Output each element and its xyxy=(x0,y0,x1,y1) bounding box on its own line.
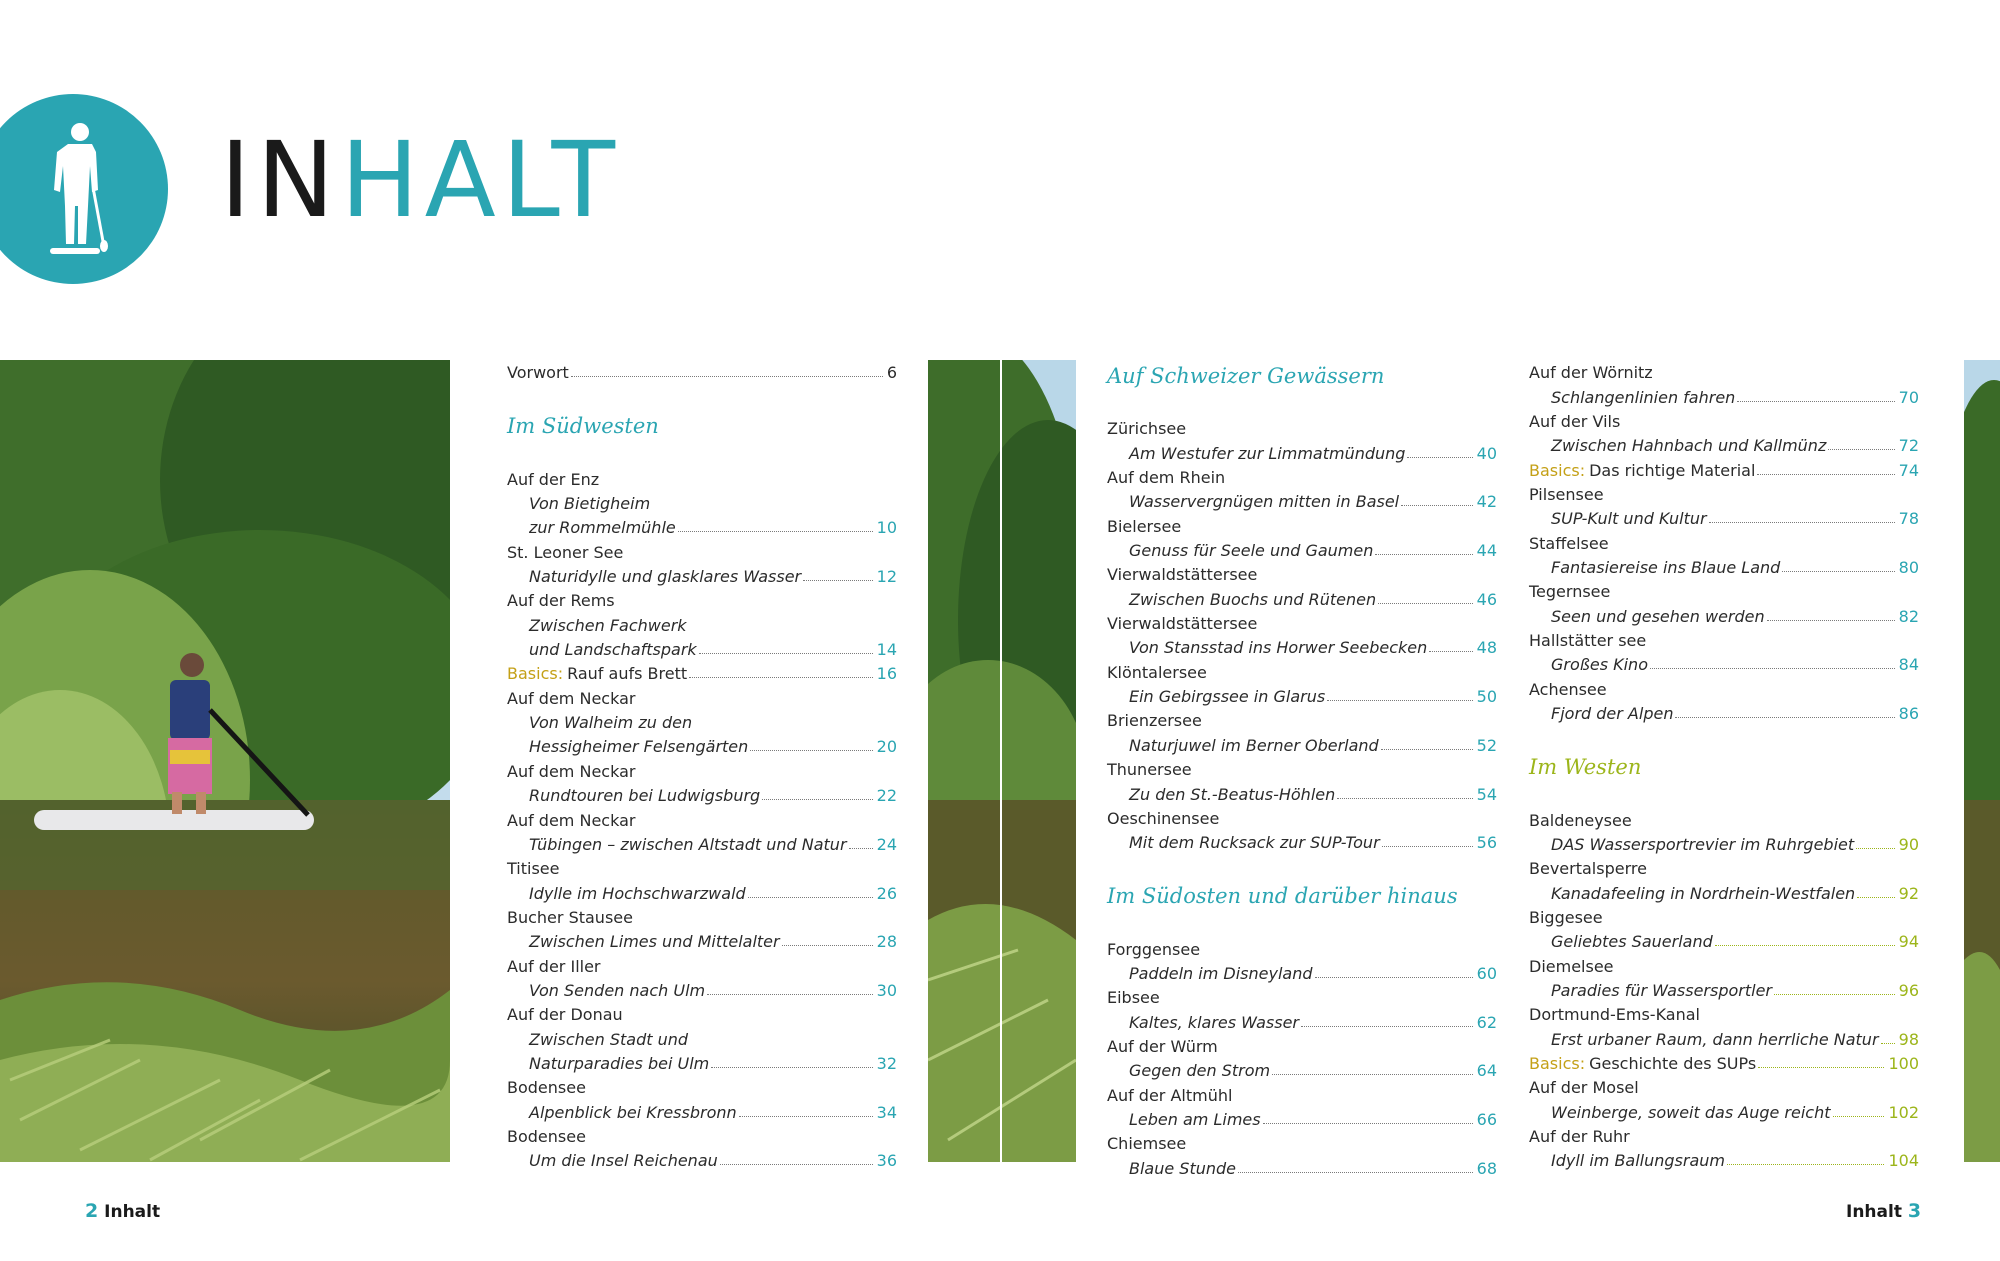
toc-chapter-title: Zwischen Stadt und xyxy=(529,1029,689,1049)
toc-entry[interactable] xyxy=(507,756,897,780)
toc-chapter-title: Idyll im Ballungsraum xyxy=(1551,1151,1725,1171)
basics-tag: Basics: xyxy=(1529,460,1586,480)
toc-chapter-title: Rundtouren bei Ludwigsburg xyxy=(529,786,761,806)
toc-chapter-title: Mit dem Rucksack zur SUP-Tour xyxy=(1129,833,1380,853)
page-number: 100 xyxy=(1888,1053,1919,1073)
toc-entry[interactable] xyxy=(507,358,897,382)
toc-entry[interactable] xyxy=(1107,934,1497,958)
toc-location: Bevertalsperre xyxy=(1529,859,1647,879)
dot-leader xyxy=(1382,846,1473,847)
toc-entry[interactable] xyxy=(1529,976,1919,1000)
dot-leader xyxy=(748,897,873,898)
toc-location: Dortmund-Ems-Kanal xyxy=(1529,1005,1700,1025)
dot-leader xyxy=(678,531,873,532)
toc-location: Tegernsee xyxy=(1529,582,1611,602)
toc-entry[interactable] xyxy=(507,1024,897,1048)
toc-entry[interactable] xyxy=(507,659,897,683)
toc-chapter-title xyxy=(1529,1054,1756,1073)
toc-entry[interactable] xyxy=(1529,504,1919,528)
toc-location: Auf der Iller xyxy=(507,956,601,976)
dot-leader xyxy=(782,945,873,946)
toc-location: Chiemsee xyxy=(1107,1134,1187,1154)
toc-entry[interactable] xyxy=(1529,699,1919,723)
toc-entry[interactable] xyxy=(1529,577,1919,601)
dot-leader xyxy=(1429,651,1472,652)
toc-column-1 xyxy=(507,358,897,1170)
toc-location: Auf dem Neckar xyxy=(507,688,636,708)
toc-section-heading: Im Südwesten xyxy=(507,414,659,439)
toc-entry[interactable] xyxy=(1107,487,1497,511)
toc-entry[interactable] xyxy=(507,1097,897,1121)
toc-chapter-title: Weinberge, soweit das Auge reicht xyxy=(1551,1102,1831,1122)
toc-location: Titisee xyxy=(507,859,560,879)
page-number: 20 xyxy=(876,737,897,757)
toc-location: Bodensee xyxy=(507,1078,586,1098)
toc-entry[interactable] xyxy=(1107,755,1497,779)
basics-title: Geschichte des SUPs xyxy=(1589,1053,1757,1073)
toc-column-3 xyxy=(1529,358,1919,1170)
toc-chapter-title xyxy=(1529,461,1755,480)
dot-leader xyxy=(1715,945,1895,946)
toc-location: Oeschinensee xyxy=(1107,808,1220,828)
toc-chapter-title: Großes Kino xyxy=(1551,655,1648,675)
page-number: 16 xyxy=(876,664,897,684)
toc-location: Diemelsee xyxy=(1529,956,1614,976)
toc-chapter-title xyxy=(507,664,687,683)
page-number: 66 xyxy=(1476,1109,1497,1129)
dot-leader xyxy=(1757,474,1894,475)
dot-leader xyxy=(1856,848,1895,849)
page-number: 14 xyxy=(876,640,897,660)
toc-entry[interactable] xyxy=(1529,878,1919,902)
page-number: 32 xyxy=(876,1053,897,1073)
dot-leader xyxy=(1828,449,1894,450)
dot-leader xyxy=(1767,620,1895,621)
toc-chapter-title: und Landschaftspark xyxy=(529,640,697,660)
toc-chapter-title: Genuss für Seele und Gaumen xyxy=(1129,541,1374,561)
toc-entry[interactable] xyxy=(507,708,897,732)
toc-entry[interactable] xyxy=(507,951,897,975)
page-number: 96 xyxy=(1898,980,1919,1000)
toc-chapter-title: Hessigheimer Felsengärten xyxy=(529,737,749,757)
toc-location: Baldeneysee xyxy=(1529,810,1632,830)
toc-entry[interactable] xyxy=(1529,528,1919,552)
dot-leader xyxy=(711,1067,872,1068)
toc-entry[interactable] xyxy=(1529,1024,1919,1048)
toc-chapter-title: Seen und gesehen werden xyxy=(1551,606,1765,626)
toc-spacer xyxy=(1529,723,1919,749)
toc-entry[interactable] xyxy=(1529,358,1919,382)
toc-location: Thunersee xyxy=(1107,760,1192,780)
toc-chapter-title: Blaue Stunde xyxy=(1129,1158,1237,1178)
toc-location: Vierwaldstättersee xyxy=(1107,565,1258,585)
toc-location: Bucher Stausee xyxy=(507,907,633,927)
page-number: 30 xyxy=(876,980,897,1000)
toc-entry[interactable] xyxy=(507,683,897,707)
dot-leader xyxy=(1675,717,1894,718)
dot-leader xyxy=(1375,554,1472,555)
footer-left xyxy=(85,1200,160,1222)
title-part-teal: HALT xyxy=(340,119,621,241)
page-number: 50 xyxy=(1476,687,1497,707)
toc-entry[interactable] xyxy=(1529,601,1919,625)
toc-entry[interactable] xyxy=(507,1122,897,1146)
page-number: 74 xyxy=(1898,460,1919,480)
paddler-icon xyxy=(0,94,168,284)
dot-leader xyxy=(1881,1043,1895,1044)
toc-entry[interactable] xyxy=(1529,407,1919,431)
toc-entry[interactable] xyxy=(1107,584,1497,608)
toc-entry[interactable] xyxy=(1107,959,1497,983)
sup-logo xyxy=(0,94,168,284)
toc-entry[interactable] xyxy=(1529,674,1919,698)
page-number: 78 xyxy=(1898,509,1919,529)
toc-location: Zürichsee xyxy=(1107,419,1187,439)
toc-chapter-title: Schlangenlinien fahren xyxy=(1551,387,1736,407)
toc-chapter-title: Paradies für Wassersportler xyxy=(1551,980,1772,1000)
toc-entry[interactable] xyxy=(1529,382,1919,406)
toc-location: Auf der Enz xyxy=(507,469,600,489)
page-number: 48 xyxy=(1476,638,1497,658)
toc-entry[interactable] xyxy=(1529,854,1919,878)
toc-location: Bielersee xyxy=(1107,516,1182,536)
dot-leader xyxy=(1782,571,1894,572)
dot-leader xyxy=(739,1116,873,1117)
footer-right xyxy=(1846,1200,1921,1222)
toc-chapter-title: Zwischen Buochs und Rütenen xyxy=(1129,589,1377,609)
title-part-dark: IN xyxy=(220,119,341,241)
toc-entry[interactable] xyxy=(1107,804,1497,828)
dot-leader xyxy=(750,750,872,751)
page-number: 84 xyxy=(1898,655,1919,675)
page-number: 68 xyxy=(1476,1158,1497,1178)
toc-entry[interactable] xyxy=(1529,1146,1919,1170)
toc-entry[interactable] xyxy=(1529,455,1919,479)
page-number: 62 xyxy=(1476,1012,1497,1032)
toc-location: Bodensee xyxy=(507,1126,586,1146)
page-number: 98 xyxy=(1898,1029,1919,1049)
toc-section-heading: Auf Schweizer Gewässern xyxy=(1107,364,1385,388)
toc-entry[interactable] xyxy=(1107,1105,1497,1129)
toc-entry[interactable] xyxy=(1107,1056,1497,1080)
toc-location: Auf dem Neckar xyxy=(507,761,636,781)
dot-leader xyxy=(762,799,872,800)
dot-leader xyxy=(803,580,873,581)
toc-location: Staffelsee xyxy=(1529,533,1609,553)
dot-leader xyxy=(1337,798,1472,799)
toc-entry[interactable] xyxy=(1529,1073,1919,1097)
toc-entry[interactable] xyxy=(1107,1153,1497,1177)
page-number: 6 xyxy=(886,363,897,383)
toc-spacer xyxy=(1107,908,1497,934)
toc-entry[interactable] xyxy=(1107,414,1497,438)
toc-chapter-title: Zwischen Hahnbach und Kallmünz xyxy=(1551,436,1827,456)
toc-location: Auf dem Rhein xyxy=(1107,468,1226,488)
page-number: 86 xyxy=(1898,704,1919,724)
toc-entry[interactable] xyxy=(507,781,897,805)
toc-entry[interactable] xyxy=(507,1049,897,1073)
toc-spacer xyxy=(507,438,897,464)
page-number: 104 xyxy=(1888,1151,1919,1171)
toc-location: Brienzersee xyxy=(1107,711,1202,731)
toc-chapter-title: Alpenblick bei Kressbronn xyxy=(529,1102,737,1122)
toc-entry[interactable] xyxy=(1529,650,1919,674)
toc-entry[interactable] xyxy=(1107,983,1497,1007)
toc-entry[interactable] xyxy=(1529,431,1919,455)
page-number: 46 xyxy=(1476,589,1497,609)
footer-label-right: Inhalt xyxy=(1846,1202,1902,1222)
toc-entry[interactable] xyxy=(1529,903,1919,927)
dot-leader xyxy=(1378,603,1473,604)
toc-chapter-title: Fjord der Alpen xyxy=(1551,704,1674,724)
toc-location: Auf der Ruhr xyxy=(1529,1126,1630,1146)
photo-river-reeds xyxy=(928,360,1076,1162)
toc-entry[interactable] xyxy=(1107,1080,1497,1104)
toc-entry[interactable] xyxy=(1529,1122,1919,1146)
toc-chapter-title: Naturidylle und glasklares Wasser xyxy=(529,567,802,587)
toc-section-heading: Im Westen xyxy=(1529,755,1642,780)
page-number-left: 2 xyxy=(85,1200,99,1222)
toc-entry[interactable] xyxy=(1107,828,1497,852)
toc-chapter-title: Paddeln im Disneyland xyxy=(1129,963,1313,983)
page-number-right: 3 xyxy=(1907,1200,1922,1222)
toc-chapter-title: zur Rommelmühle xyxy=(529,518,676,538)
toc-chapter-title: Zwischen Fachwerk xyxy=(529,615,687,635)
dot-leader xyxy=(1327,700,1472,701)
toc-entry[interactable] xyxy=(507,537,897,561)
basics-tag: Basics: xyxy=(507,664,564,684)
toc-chapter-title: Kaltes, klares Wasser xyxy=(1129,1012,1299,1032)
photo-paddler-on-river xyxy=(0,360,450,1162)
page-number: 10 xyxy=(876,518,897,538)
toc-chapter-title: Von Stansstad ins Horwer Seebecken xyxy=(1129,638,1428,658)
dot-leader xyxy=(1774,994,1895,995)
toc-chapter-title: Um die Insel Reichenau xyxy=(529,1151,718,1171)
toc-entry[interactable] xyxy=(507,976,897,1000)
toc-entry[interactable] xyxy=(1529,927,1919,951)
dot-leader xyxy=(1709,522,1895,523)
toc-entry[interactable] xyxy=(507,464,897,488)
footer-label-left: Inhalt xyxy=(104,1202,161,1222)
toc-chapter-title: Zu den St.-Beatus-Höhlen xyxy=(1129,784,1336,804)
toc-location: Hallstätter see xyxy=(1529,631,1647,651)
toc-location: St. Leoner See xyxy=(507,542,624,562)
toc-entry[interactable] xyxy=(1107,779,1497,803)
page-number: 92 xyxy=(1898,883,1919,903)
toc-location: Auf der Rems xyxy=(507,591,615,611)
toc-entry[interactable] xyxy=(1107,730,1497,754)
toc-location: Pilsensee xyxy=(1529,485,1604,505)
toc-entry[interactable] xyxy=(1107,633,1497,657)
toc-location: Auf der Würm xyxy=(1107,1036,1218,1056)
toc-chapter-title: Wasservergnügen mitten in Basel xyxy=(1129,492,1400,512)
page-number: 24 xyxy=(876,834,897,854)
toc-chapter-title: Fantasiereise ins Blaue Land xyxy=(1551,558,1781,578)
dot-leader xyxy=(699,653,873,654)
toc-entry[interactable] xyxy=(1107,438,1497,462)
toc-location: Auf der Vils xyxy=(1529,412,1621,432)
toc-entry[interactable] xyxy=(1529,553,1919,577)
page-number: 34 xyxy=(876,1102,897,1122)
page-number: 64 xyxy=(1476,1061,1497,1081)
toc-entry[interactable] xyxy=(1107,609,1497,633)
dot-leader xyxy=(1857,897,1894,898)
toc-chapter-title: Idylle im Hochschwarzwald xyxy=(529,883,746,903)
toc-location: Forggensee xyxy=(1107,939,1201,959)
toc-entry[interactable] xyxy=(507,1073,897,1097)
page-number: 102 xyxy=(1888,1102,1919,1122)
page-number: 28 xyxy=(876,932,897,952)
toc-entry[interactable] xyxy=(1107,536,1497,560)
page-number: 72 xyxy=(1898,436,1919,456)
toc-chapter-title: Geliebtes Sauerland xyxy=(1551,932,1713,952)
toc-entry[interactable] xyxy=(1107,1007,1497,1031)
toc-chapter-title: DAS Wassersportrevier im Ruhrgebiet xyxy=(1551,834,1855,854)
toc-entry[interactable] xyxy=(507,732,897,756)
toc-column-2 xyxy=(1107,358,1497,1178)
toc-entry[interactable] xyxy=(1529,951,1919,975)
dot-leader xyxy=(1272,1074,1473,1075)
toc-entry[interactable] xyxy=(507,927,897,951)
dot-leader xyxy=(1381,749,1473,750)
toc-entry[interactable] xyxy=(1107,511,1497,535)
dot-leader xyxy=(1315,977,1473,978)
toc-chapter-title: Naturparadies bei Ulm xyxy=(529,1053,710,1073)
toc-chapter-title: Naturjuwel im Berner Oberland xyxy=(1129,735,1379,755)
page-number: 40 xyxy=(1476,443,1497,463)
toc-entry[interactable] xyxy=(1107,560,1497,584)
page-number: 26 xyxy=(876,883,897,903)
toc-location: Achensee xyxy=(1529,679,1607,699)
toc-entry[interactable] xyxy=(507,1000,897,1024)
toc-chapter-title: Am Westufer zur Limmatmündung xyxy=(1129,443,1406,463)
page-number: 54 xyxy=(1476,784,1497,804)
dot-leader xyxy=(689,677,873,678)
toc-chapter-title: Tübingen – zwischen Altstadt und Natur xyxy=(529,834,847,854)
toc-chapter-title: Von Bietigheim xyxy=(529,494,651,514)
page-number: 56 xyxy=(1476,833,1497,853)
toc-location: Auf der Donau xyxy=(507,1005,623,1025)
page-number: 22 xyxy=(876,786,897,806)
page-number: 82 xyxy=(1898,606,1919,626)
toc-entry[interactable] xyxy=(1107,706,1497,730)
toc-chapter-title: Gegen den Strom xyxy=(1129,1061,1271,1081)
page-number: 44 xyxy=(1476,541,1497,561)
photo-river-edge xyxy=(1964,360,2000,1162)
dot-leader xyxy=(720,1164,873,1165)
dot-leader xyxy=(1727,1164,1884,1165)
dot-leader xyxy=(1301,1026,1473,1027)
toc-entry[interactable] xyxy=(507,562,897,586)
toc-entry[interactable] xyxy=(507,805,897,829)
toc-spacer xyxy=(1529,779,1919,805)
dot-leader xyxy=(1407,457,1472,458)
toc-entry[interactable] xyxy=(1529,805,1919,829)
dot-leader xyxy=(707,994,873,995)
dot-leader xyxy=(1401,505,1473,506)
toc-location: Biggesee xyxy=(1529,907,1603,927)
page-number: 70 xyxy=(1898,387,1919,407)
dot-leader xyxy=(571,376,883,377)
toc-entry[interactable] xyxy=(1107,1032,1497,1056)
toc-entry[interactable] xyxy=(507,610,897,634)
dot-leader xyxy=(1833,1116,1885,1117)
toc-entry[interactable] xyxy=(507,513,897,537)
toc-spacer xyxy=(1107,852,1497,878)
toc-chapter-title: Zwischen Limes und Mittelalter xyxy=(529,932,780,952)
basics-tag: Basics: xyxy=(1529,1053,1586,1073)
toc-chapter-title: Leben am Limes xyxy=(1129,1109,1261,1129)
toc-spacer xyxy=(507,382,897,408)
toc-location: Auf der Mosel xyxy=(1529,1078,1639,1098)
toc-entry[interactable] xyxy=(1107,463,1497,487)
toc-entry[interactable] xyxy=(1529,1097,1919,1121)
toc-location: Auf der Wörnitz xyxy=(1529,363,1653,383)
toc-entry[interactable] xyxy=(1107,657,1497,681)
toc-entry[interactable] xyxy=(1529,1049,1919,1073)
toc-entry[interactable] xyxy=(1529,480,1919,504)
toc-chapter-title: Kanadafeeling in Nordrhein-Westfalen xyxy=(1551,883,1856,903)
toc-entry[interactable] xyxy=(1529,626,1919,650)
toc-entry[interactable] xyxy=(1529,1000,1919,1024)
toc-chapter-title: Von Walheim zu den xyxy=(529,713,693,733)
dot-leader xyxy=(1650,668,1895,669)
toc-entry[interactable] xyxy=(1107,1129,1497,1153)
toc-entry[interactable] xyxy=(507,635,897,659)
toc-entry[interactable] xyxy=(507,489,897,513)
basics-title: Rauf aufs Brett xyxy=(567,664,688,684)
dot-leader xyxy=(1758,1067,1884,1068)
toc-chapter-title: SUP-Kult und Kultur xyxy=(1551,509,1707,529)
toc-entry[interactable] xyxy=(507,878,897,902)
page-number: 42 xyxy=(1476,492,1497,512)
page-number: 94 xyxy=(1898,932,1919,952)
toc-section-heading: Im Südosten und darüber hinaus xyxy=(1107,884,1458,909)
dot-leader xyxy=(1737,401,1894,402)
toc-location: Eibsee xyxy=(1107,988,1160,1008)
toc-entry[interactable] xyxy=(507,903,897,927)
page-number: 12 xyxy=(876,567,897,587)
toc-entry[interactable] xyxy=(1107,682,1497,706)
toc-entry[interactable] xyxy=(507,854,897,878)
dot-leader xyxy=(1238,1172,1473,1173)
page-number: 36 xyxy=(876,1151,897,1171)
page-number: 52 xyxy=(1476,735,1497,755)
toc-chapter-title: Von Senden nach Ulm xyxy=(529,980,706,1000)
dot-leader xyxy=(849,848,873,849)
page-number: 90 xyxy=(1898,834,1919,854)
toc-entry[interactable] xyxy=(507,586,897,610)
page-number: 60 xyxy=(1476,963,1497,983)
toc-chapter-title: Erst urbaner Raum, dann herrliche Natur xyxy=(1551,1029,1879,1049)
basics-title: Das richtige Material xyxy=(1589,460,1756,480)
toc-spacer xyxy=(1107,388,1497,414)
toc-entry[interactable] xyxy=(1529,830,1919,854)
toc-location: Klöntalersee xyxy=(1107,662,1207,682)
toc-entry[interactable] xyxy=(507,830,897,854)
dot-leader xyxy=(1263,1123,1473,1124)
toc-location: Vierwaldstättersee xyxy=(1107,614,1258,634)
page-number: 80 xyxy=(1898,558,1919,578)
toc-entry[interactable] xyxy=(507,1146,897,1170)
toc-location: Auf dem Neckar xyxy=(507,810,636,830)
toc-chapter-title: Ein Gebirgssee in Glarus xyxy=(1129,687,1326,707)
toc-location: Auf der Altmühl xyxy=(1107,1085,1233,1105)
toc-chapter-title: Vorwort xyxy=(507,363,569,383)
page-title xyxy=(220,119,621,241)
